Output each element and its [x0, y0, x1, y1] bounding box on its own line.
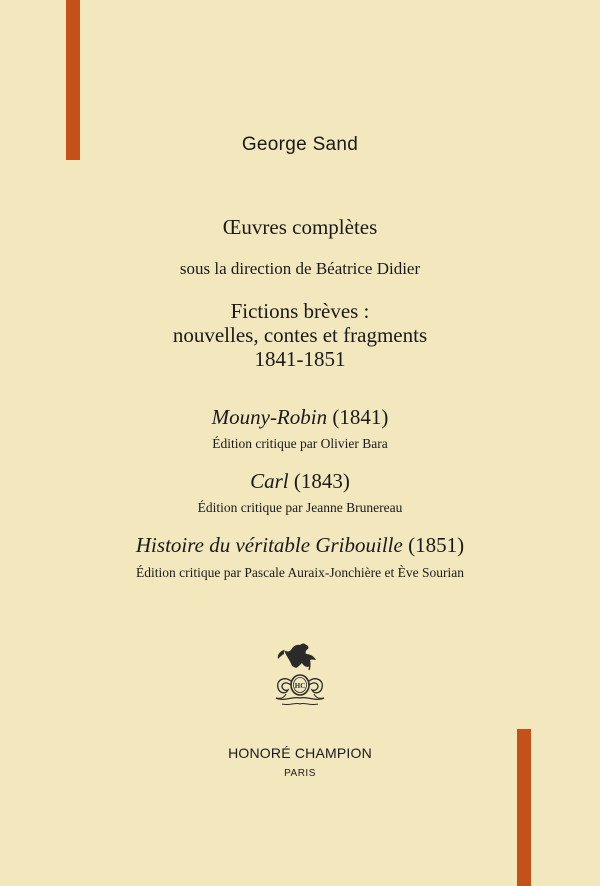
work-title-2 [0, 469, 600, 494]
volume-title [0, 299, 600, 371]
logo-monogram: HC [294, 682, 306, 690]
work-title-3 [0, 533, 600, 558]
volume-title-line-3: 1841-1851 [254, 347, 346, 371]
work-1-title: Mouny-Robin [211, 405, 328, 429]
volume-title-line-2: nouvelles, contes et fragments [172, 323, 428, 347]
volume-title-line-1: Fictions brèves : [230, 299, 370, 323]
work-3-editor: Édition critique par Pascale Auraix-Jonchière et Ève Sourian [135, 565, 464, 580]
work-2-title: Carl [250, 469, 289, 493]
work-2-year: (1843) [293, 469, 350, 493]
series-direction: sous la direction de Béatrice Didier [179, 259, 421, 278]
work-2-editor: Édition critique par Jeanne Brunereau [197, 500, 403, 515]
publisher-name: HONORÉ CHAMPION [228, 745, 372, 761]
work-1-editor: Édition critique par Olivier Bara [212, 436, 388, 451]
author-name: George Sand [241, 134, 359, 155]
work-3-title: Histoire du véritable Gribouille [135, 533, 403, 557]
series-title: Œuvres complètes [222, 215, 378, 239]
rearing-horse-emblem-icon [262, 636, 338, 712]
work-1-year: (1841) [332, 405, 389, 429]
publisher-city: PARIS [284, 768, 316, 779]
work-title-1 [0, 405, 600, 430]
work-3-year: (1851) [408, 533, 465, 557]
